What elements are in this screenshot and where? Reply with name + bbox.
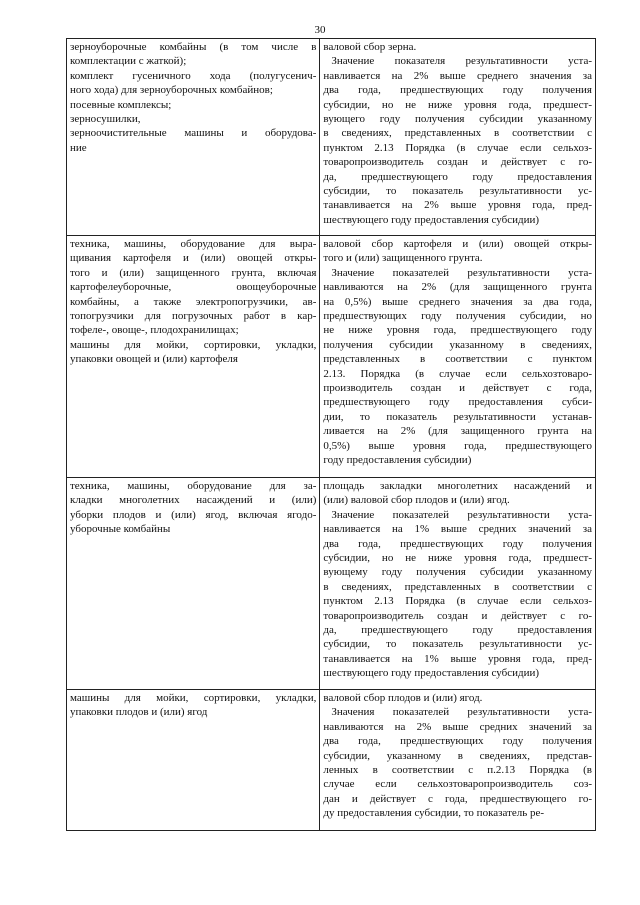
text-line: вующего году получения субсидии указанному — [323, 113, 592, 126]
text-line: (или) валовой сбор плодов и (или) ягод. — [323, 494, 510, 507]
text-line: комбайны, а также электропогрузчики, ав- — [70, 295, 317, 308]
text-line: того и (или) защищенного грунта, включая — [70, 266, 317, 279]
text-line: того и (или) защищенного грунта. — [323, 252, 483, 265]
table-body — [67, 39, 596, 831]
text-line: машины для мойки, сортировки, укладки, — [70, 692, 317, 704]
text-line: товаропроизводитель создан и действует с го- — [323, 609, 592, 622]
text-line: субсидии, то показатель результативности ус- — [323, 638, 592, 651]
text-line: два года, предшествующих году получения — [323, 84, 592, 97]
text-line: ного хода) для зерноуборочных комбайнов; — [70, 84, 273, 97]
text-line: упаковки овощей и (или) картофеля — [70, 353, 238, 366]
page-number: 30 — [314, 24, 326, 36]
text-line: тофеле-, овоще-, плодохранилищах; — [70, 324, 239, 337]
text-line: да, предшествующего году предоставления — [323, 624, 592, 637]
text-line: предшествующих году получения субсидии, но — [323, 310, 592, 323]
text-line: танавливается на 2% выше уровня года, пред- — [323, 199, 592, 212]
indicator-cell — [320, 39, 596, 236]
text-line: субсидии, указанному в сведениях, представ- — [323, 749, 592, 762]
text-line: 2.13. Порядка (в случае если сельхозтоваро- — [323, 367, 592, 380]
text-line: зерноочистительные машины и оборудова- — [70, 127, 317, 140]
text-line: вующему году получения субсидии указанному — [323, 566, 592, 579]
text-line: два года, предшествующих году получения — [323, 537, 592, 550]
text-line: шествующего году предоставления субсидии) — [323, 213, 540, 226]
text-line: техника, машины, оборудование для выра- — [70, 238, 317, 250]
text-line: щивания картофеля и (или) овощей откры- — [70, 252, 317, 265]
text-line: топогрузчики для погрузочных работ в кар- — [70, 310, 317, 323]
text-line: кладки многолетних насаждений и (или) — [70, 494, 317, 507]
text-line: субсидии, но не ниже уровня года, предшест- — [323, 552, 592, 565]
text-line: Значение показателей результативности уста- — [331, 508, 592, 521]
text-line: представленных в соответствии с пунктом — [323, 353, 592, 366]
text-line: случае если сельхозтоваропроизводитель соз- — [323, 778, 592, 791]
equipment-cell — [67, 236, 320, 478]
text-line: два года, предшествующих году получения — [323, 735, 592, 748]
text-line: 0,5%) выше уровня года, предшествующего — [323, 439, 592, 452]
text-line: упаковки плодов и (или) ягод — [70, 706, 208, 719]
text-line: техника, машины, оборудование для за- — [70, 480, 317, 492]
text-line: комплект гусеничного хода (полугусенич- — [70, 69, 317, 82]
requirements-table — [66, 38, 596, 831]
text-line: пунктом 2.13 Порядка (в случае если сельхоз- — [323, 595, 592, 608]
text-line: навливается на 1% выше средних значений за — [323, 523, 592, 536]
table-row — [67, 236, 596, 478]
text-line: навливаются на 2% выше средних значений за — [323, 720, 592, 733]
text-line: зерноуборочные комбайны (в том числе в — [70, 41, 317, 53]
text-line: ду предоставления субсидии, то показатель ре- — [323, 807, 545, 820]
text-line: машины для мойки, сортировки, укладки, — [70, 338, 317, 351]
equipment-cell — [67, 39, 320, 236]
text-line: ливается на 2% (для защищенного грунта на — [323, 425, 592, 438]
indicator-cell — [320, 478, 596, 690]
text-line: навливается на 2% выше среднего значения за — [323, 69, 592, 82]
text-line: да, предшествующего году предоставления — [323, 170, 592, 183]
text-line: посевные комплексы; — [70, 98, 172, 111]
text-line: на 0,5%) выше среднего значения за два года, — [323, 295, 592, 308]
text-line: ленных в соответствии с п.2.13 Порядка (в — [323, 764, 592, 777]
text-line: валовой сбор картофеля и (или) овощей откры- — [323, 238, 592, 250]
text-line: дии, то показатель результативности устанав- — [323, 410, 592, 423]
text-line: картофелеуборочные, овощеуборочные — [70, 281, 317, 294]
text-line: пунктом 2.13 Порядка (в случае если сельхоз- — [323, 141, 592, 154]
equipment-cell — [67, 690, 320, 831]
text-line: валовой сбор плодов и (или) ягод. — [323, 692, 483, 704]
text-line: в сведениях, представленных в соответствии с — [323, 127, 592, 140]
text-line: в сведениях, представленных в соответствии с — [323, 580, 592, 593]
text-line: навливаются на 2% (для защищенного грунта — [323, 281, 592, 294]
table-row — [67, 39, 596, 236]
text-line: шествующего году предоставления субсидии) — [323, 667, 540, 680]
table-row — [67, 478, 596, 690]
indicator-cell — [320, 690, 596, 831]
text-line: площадь закладки многолетних насаждений и — [323, 480, 592, 492]
table-row — [67, 690, 596, 831]
text-line: не ниже уровня года, предшествующего году — [323, 324, 592, 337]
text-line: производитель создан и действует с года, — [323, 382, 592, 395]
text-line: дан и действует с года, предшествующего го- — [323, 792, 592, 805]
text-line: предшествующего году предоставления субси- — [323, 396, 592, 409]
text-line: субсидии, то показатель результативности ус- — [323, 185, 592, 198]
text-line: году предоставления субсидии) — [323, 454, 472, 467]
text-line: товаропроизводитель создан и действует с го- — [323, 156, 592, 169]
indicator-cell — [320, 236, 596, 478]
text-line: ние — [70, 141, 87, 154]
text-line: Значения показателей результативности уста- — [331, 706, 592, 719]
text-line: уборочные комбайны — [70, 523, 171, 536]
text-line: получения субсидии указанному в сведениях, — [323, 338, 592, 351]
text-line: Значение показателя результативности уста- — [331, 55, 592, 68]
equipment-cell — [67, 478, 320, 690]
text-line: уборки плодов и (или) ягод, включая ягодо- — [70, 508, 317, 521]
text-line: комплектации с жаткой); — [70, 55, 187, 68]
text-line: зерносушилки, — [70, 113, 141, 126]
text-line: танавливается на 1% выше уровня года, пред- — [323, 652, 592, 665]
text-line: Значение показателей результативности уста- — [331, 266, 592, 279]
text-line: субсидии, но не ниже уровня года, предшест- — [323, 98, 592, 111]
text-line: валовой сбор зерна. — [323, 41, 417, 53]
